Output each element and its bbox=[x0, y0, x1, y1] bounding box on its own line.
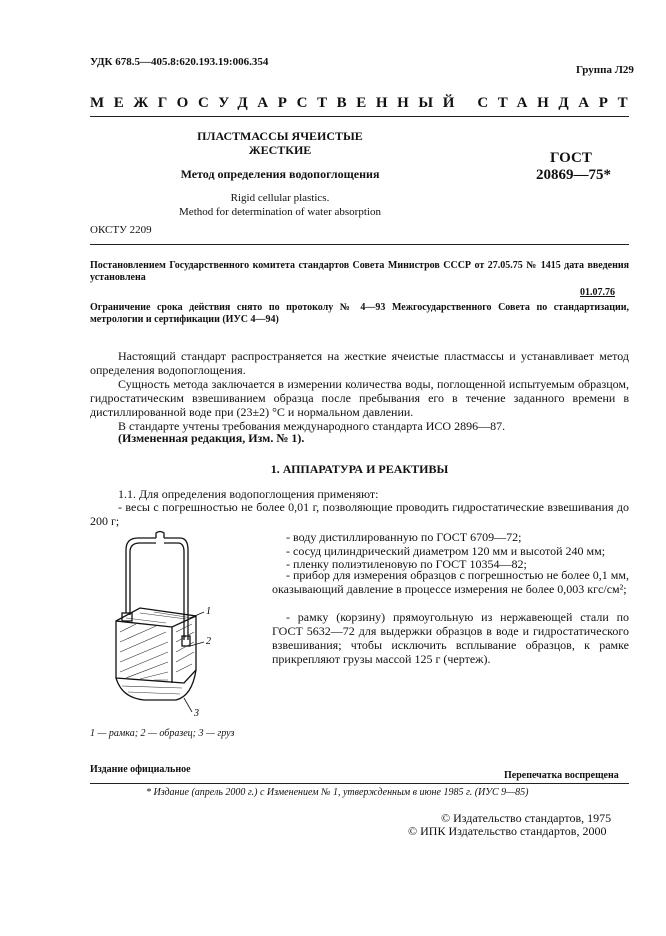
oksty-code: ОКСТУ 2209 bbox=[90, 224, 152, 236]
title-divider bbox=[90, 244, 629, 245]
item-measuring-device: - прибор для измерения образцов с погрешностью не более 0,1 мм, оказывающий давление в процессе измерения не более 0,003 кгс/см²; bbox=[272, 568, 629, 596]
reprint-prohibited: Перепечатка воспрещена bbox=[504, 770, 619, 781]
header-divider bbox=[90, 116, 629, 117]
footer-divider bbox=[90, 783, 629, 784]
item-vessel: - сосуд цилиндрический диаметром 120 мм и высотой 240 мм; bbox=[286, 544, 606, 558]
clause-1-1: 1.1. Для определения водопоглощения применяют: bbox=[118, 487, 379, 501]
sample-hatching bbox=[120, 624, 168, 680]
copyright-1975: © Издательство стандартов, 1975 bbox=[441, 811, 612, 825]
section-1-title: 1. АППАРАТУРА И РЕАКТИВЫ bbox=[270, 462, 449, 476]
gost-label: ГОСТ bbox=[550, 150, 592, 166]
item-film: - пленку полиэтиленовую по ГОСТ 10354—82; bbox=[286, 557, 527, 571]
limitation-text: Ограничение срока действия снято по протоколу № 4—93 Межгосударственного Совета по стандартизации, метрологии и сертификации (ИУС 4—94) bbox=[90, 302, 629, 325]
official-edition: Издание официальное bbox=[90, 764, 191, 775]
decree-date: 01.07.76 bbox=[580, 287, 615, 298]
frame-hook bbox=[156, 532, 164, 539]
weight-base bbox=[116, 670, 196, 700]
english-title-line2: Method for determination of water absorption bbox=[179, 206, 381, 218]
amendment-note: (Измененная редакция, Изм. № 1). bbox=[118, 431, 305, 445]
intro-paragraph-3: В стандарте учтены требования международного стандарта ИСО 2896—87. bbox=[118, 419, 506, 433]
copyright-2000: © ИПК Издательство стандартов, 2000 bbox=[408, 824, 607, 838]
intro-paragraph-2: Сущность метода заключается в измерении количества воды, поглощенной испытуемым образцом, гидростатическим взвешиванием образца после пребывания его в течение заданного времени в дистиллированной воде при (23±2) °С и нормальном давлении. bbox=[90, 377, 629, 419]
frame-wire bbox=[126, 538, 188, 640]
decree-text: Постановлением Государственного комитета стандартов Совета Министров СССР от 27.05.75 № 1415 дата введения установлена bbox=[90, 260, 629, 283]
title-line2: ЖЕСТКИЕ bbox=[248, 143, 312, 157]
udk-code: УДК 678.5—405.8:620.193.19:006.354 bbox=[90, 56, 269, 68]
english-title-line1: Rigid cellular plastics. bbox=[230, 192, 330, 204]
figure-label-1: 1 bbox=[206, 606, 211, 617]
group-code: Группа Л29 bbox=[576, 64, 634, 76]
intro-paragraph-1: Настоящий стандарт распространяется на жесткие ячеистые пластмассы и устанавливает метод определения водопоглощения. bbox=[90, 349, 629, 377]
title-line1: ПЛАСТМАССЫ ЯЧЕИСТЫЕ bbox=[197, 129, 363, 143]
figure-caption: 1 — рамка; 2 — образец; 3 — груз bbox=[90, 728, 235, 739]
gost-number: 20869—75* bbox=[536, 167, 611, 183]
edition-note: * Издание (апрель 2000 г.) с Изменением № 1, утвержденным в июне 1985 г. (ИУС 9—85) bbox=[146, 787, 529, 798]
figure-label-2: 2 bbox=[206, 636, 211, 647]
method-title: Метод определения водопоглощения bbox=[180, 167, 380, 181]
item-water: - воду дистиллированную по ГОСТ 6709—72; bbox=[286, 530, 522, 544]
item-frame: - рамку (корзину) прямоугольную из нержавеющей стали по ГОСТ 5632—72 для выдержки образцов в воде и гидростатического взвешивания; чтобы исключить всплывание образцов, к рамке прикрепляют грузы массой 125 г (чертеж). bbox=[272, 610, 629, 666]
frame-drawing bbox=[96, 528, 246, 718]
figure-label-3: 3 bbox=[194, 708, 199, 718]
standard-type-header: МЕЖГОСУДАРСТВЕННЫЙ СТАНДАРТ bbox=[90, 95, 638, 111]
item-scales: - весы с погрешностью не более 0,01 г, позволяющие проводить гидростатические взвешивания до 200 г; bbox=[90, 500, 629, 528]
